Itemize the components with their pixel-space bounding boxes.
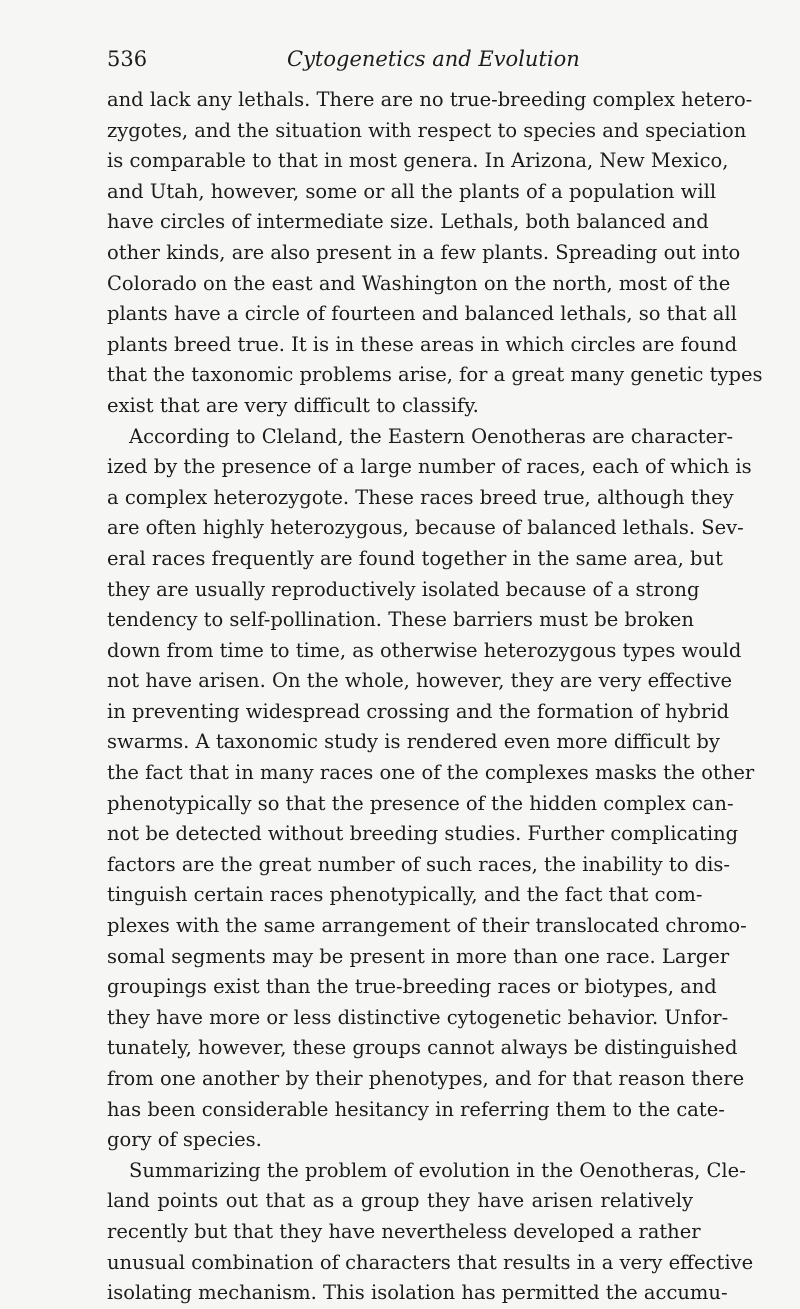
text-line: are often highly heterozygous, because of balanced lethals. Sev- (107, 516, 744, 540)
text-line: exist that are very difficult to classify. (107, 393, 479, 417)
text-line: down from time to time, as otherwise heterozygous types would (107, 638, 742, 662)
text-line: recently but that they have nevertheless developed a rather (107, 1219, 701, 1243)
text-line: gory of species. (107, 1128, 262, 1152)
text-line: unusual combination of characters that results in a very effective (107, 1250, 754, 1274)
text-line: is comparable to that in most genera. In Arizona, New Mexico, (107, 149, 729, 173)
text-line: groupings exist than the true-breeding races or biotypes, and (107, 975, 717, 999)
text-line: not be detected without breeding studies. Further complicating (107, 822, 739, 846)
text-line: other kinds, are also present in a few plants. Spreading out into (107, 240, 741, 264)
text-line: ized by the presence of a large number of races, each of which is (107, 455, 752, 479)
running-title: Cytogenetics and Evolution (287, 47, 580, 71)
paragraph (107, 1156, 754, 1309)
text-line: and lack any lethals. There are no true-breeding complex hetero- (107, 88, 753, 111)
text-line: they are usually reproductively isolated because of a strong (107, 577, 700, 601)
text-line: eral races frequently are found together in the same area, but (107, 546, 723, 570)
text-line: phenotypically so that the presence of the hidden complex can- (107, 791, 734, 815)
text-line: tendency to self-pollination. These barriers must be broken (107, 608, 694, 632)
body-text (107, 85, 763, 1309)
text-line: plexes with the same arrangement of their translocated chromo- (107, 914, 747, 938)
text-line: has been considerable hesitancy in referring them to the cate- (107, 1097, 725, 1121)
text-line: zygotes, and the situation with respect to species and speciation (107, 118, 747, 142)
text-line: have circles of intermediate size. Lethals, both balanced and (107, 210, 709, 234)
text-line: According to Cleland, the Eastern Oenotheras are character- (129, 424, 734, 448)
page-header (107, 44, 693, 74)
text-line: tunately, however, these groups cannot always be distinguished (107, 1036, 738, 1060)
text-line: and Utah, however, some or all the plants of a population will (107, 179, 717, 203)
text-line: land points out that as a group they have arisen relatively (107, 1189, 693, 1213)
text-line: Colorado on the east and Washington on the north, most of the (107, 271, 731, 295)
text-line: a complex heterozygote. These races breed true, although they (107, 485, 734, 509)
text-line: the fact that in many races one of the complexes masks the other (107, 761, 755, 785)
page-number: 536 (107, 47, 148, 71)
text-line: somal segments may be present in more than one race. Larger (107, 944, 730, 968)
text-line: they have more or less distinctive cytogenetic behavior. Unfor- (107, 1005, 729, 1029)
text-line: not have arisen. On the whole, however, they are very effective (107, 669, 733, 693)
text-line: that the taxonomic problems arise, for a great many genetic types (107, 363, 763, 387)
paragraph (107, 85, 763, 422)
text-line: swarms. A taxonomic study is rendered even more difficult by (107, 730, 720, 754)
text-line: isolating mechanism. This isolation has permitted the accumu- (107, 1281, 728, 1305)
text-line: Summarizing the problem of evolution in the Oenotheras, Cle- (129, 1158, 746, 1182)
paragraph (107, 422, 755, 1156)
text-line: plants have a circle of fourteen and balanced lethals, so that all (107, 302, 737, 326)
text-line: from one another by their phenotypes, and for that reason there (107, 1067, 745, 1090)
text-line: in preventing widespread crossing and the formation of hybrid (107, 699, 730, 723)
text-line: tinguish certain races phenotypically, and the fact that com- (107, 883, 703, 907)
text-line: factors are the great number of such races, the inability to dis- (107, 852, 730, 876)
text-line: plants breed true. It is in these areas in which circles are found (107, 332, 738, 356)
